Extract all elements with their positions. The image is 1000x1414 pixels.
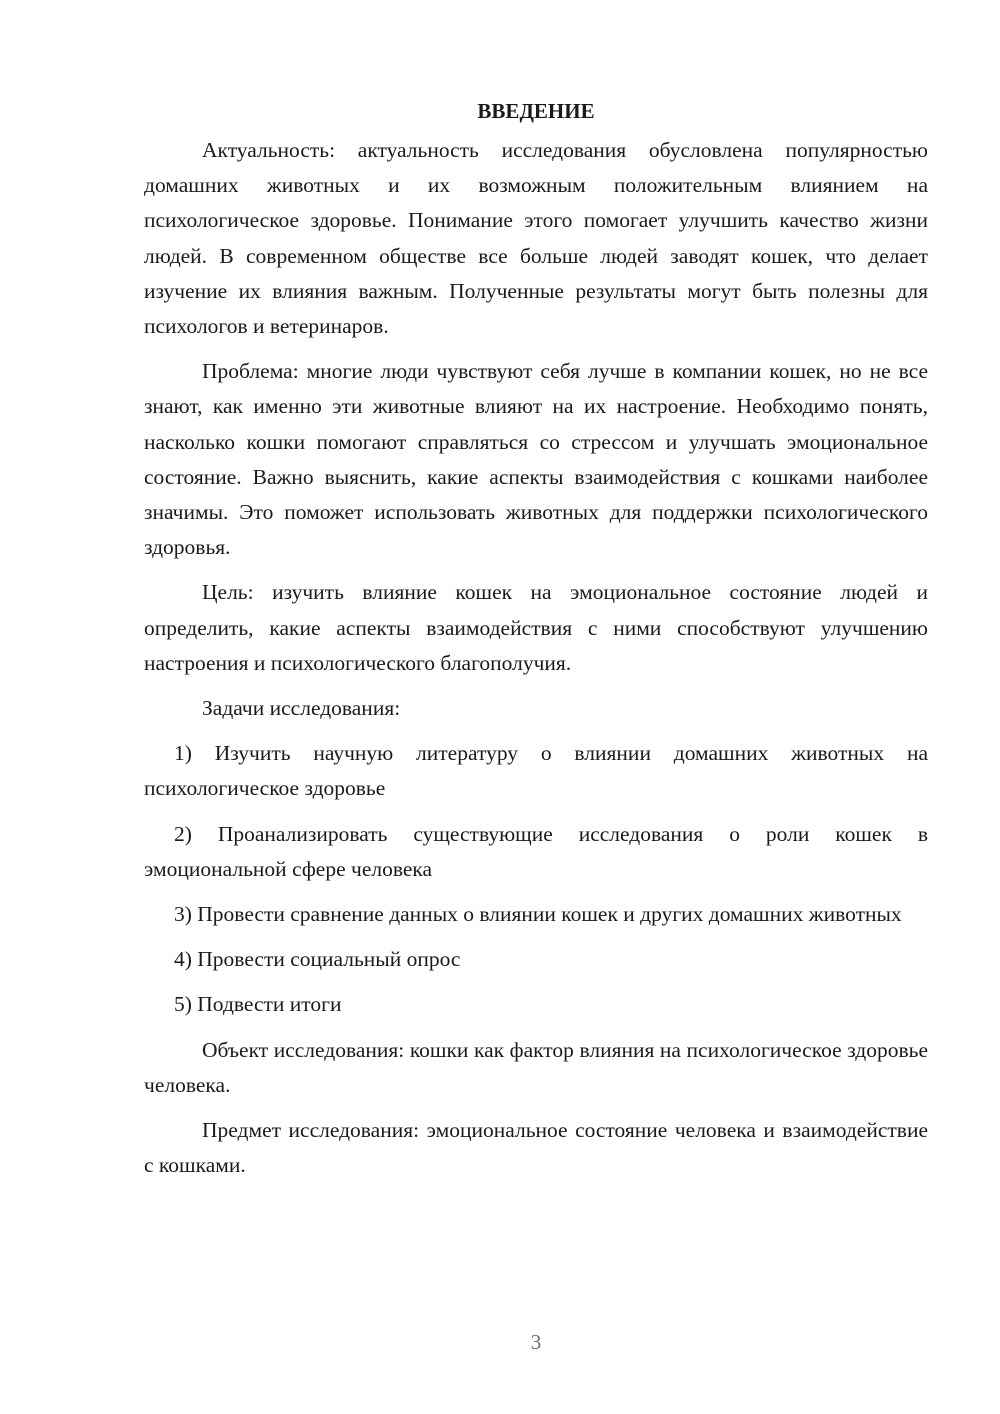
task-item: 3) Провести сравнение данных о влиянии кошек и других домашних животных <box>174 902 902 927</box>
relevance-paragraph: Актуальность: актуальность исследования обусловлена популярностью домашних животных и их возможным положительным влиянием на психологическое здоровье. Понимание этого помогает улучшить качество жизни людей. В современном обществе все больше людей заводят кошек, что делает изучение их влияния важным. Полученные результаты могут быть полезны для психологов и ветеринаров. <box>144 138 928 339</box>
section-heading: ВВЕДЕНИЕ <box>477 99 595 123</box>
problem-paragraph: Проблема: многие люди чувствуют себя лучше в компании кошек, но не все знают, как именно эти животные влияют на их настроение. Необходимо понять, насколько кошки помогают справляться со стрессом и улучшать эмоциональное состояние. Важно выяснить, какие аспекты взаимодействия с кошками наиболее значимы. Это поможет использовать животных для поддержки психологического здоровья. <box>144 359 928 560</box>
page-number: 3 <box>530 1330 542 1354</box>
subject-paragraph: Предмет исследования: эмоциональное состояние человека и взаимодействие с кошками. <box>144 1118 928 1178</box>
object-paragraph: Объект исследования: кошки как фактор влияния на психологическое здоровье человека. <box>144 1037 928 1097</box>
tasks-title: Задачи исследования: <box>202 696 401 721</box>
task-item: 5) Подвести итоги <box>174 992 342 1017</box>
task-item: 2) Проанализировать существующие исследования о роли кошек в эмоциональной сфере человека <box>144 821 928 881</box>
task-item: 4) Провести социальный опрос <box>174 947 461 972</box>
goal-paragraph: Цель: изучить влияние кошек на эмоциональное состояние людей и определить, какие аспекты взаимодействия с ними способствуют улучшению настроения и психологического благополучия. <box>144 580 928 675</box>
page-content <box>144 94 928 1193</box>
task-item: 1) Изучить научную литературу о влиянии домашних животных на психологическое здоровье <box>144 741 928 801</box>
